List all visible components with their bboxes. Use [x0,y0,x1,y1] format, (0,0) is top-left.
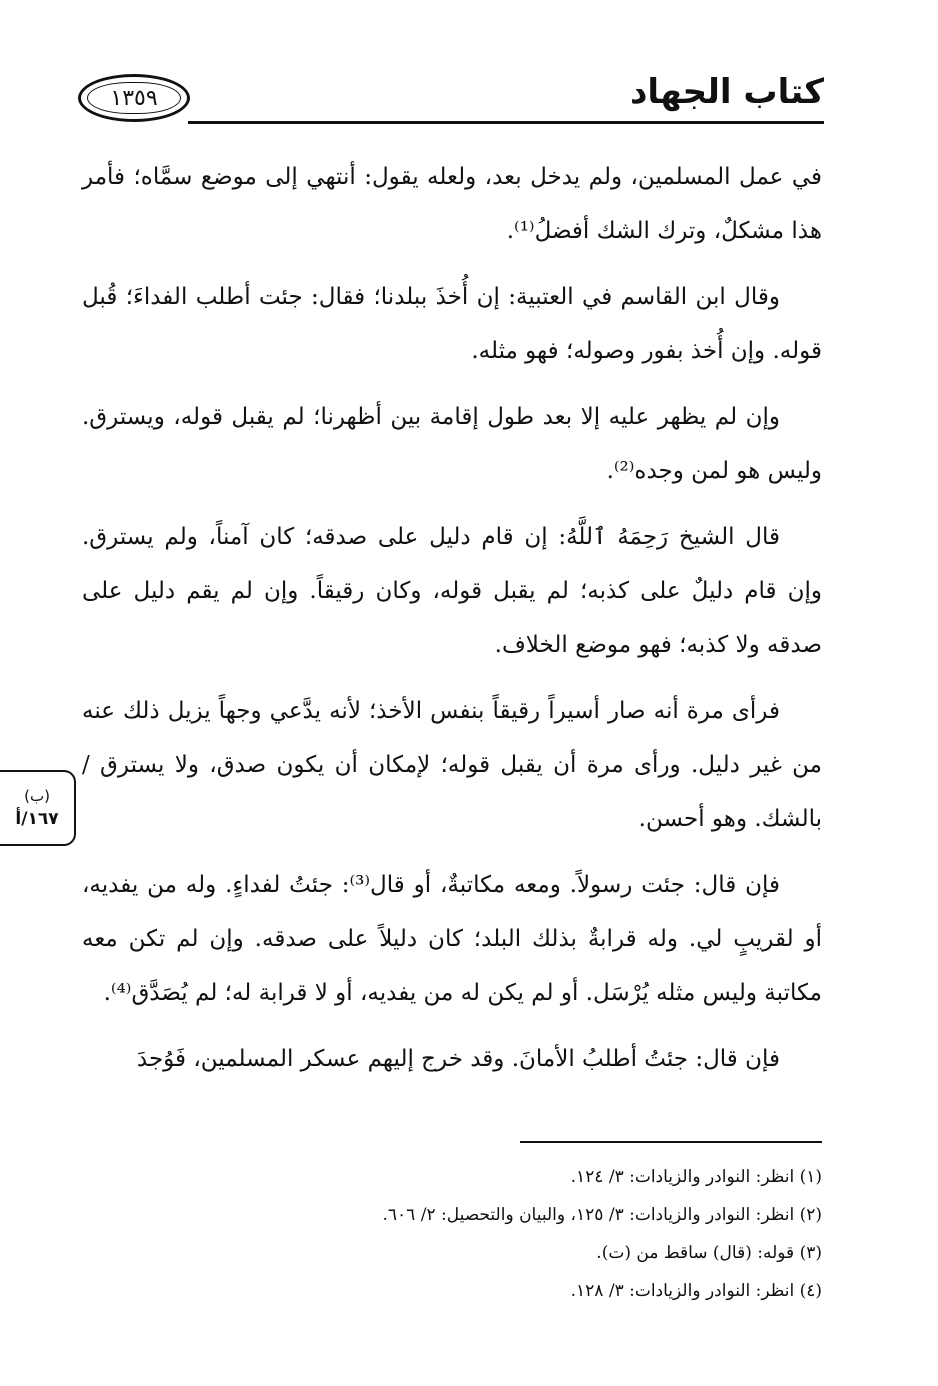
paragraph-2: وقال ابن القاسم في العتبية: إن أُخذَ ببلدنا؛ فقال: جئت أطلب الفداءَ؛ قُبل قوله. وإن أُخذ بفور وصوله؛ فهو مثله. [82,284,822,364]
page-header [78,68,824,126]
footnote-2: (٢) انظر: النوادر والزيادات: ٣/ ١٢٥، والبيان والتحصيل: ٢/ ٦٠٦. [382,1205,822,1225]
paragraph-4: قال الشيخ رَحِمَهُ ٱللَّهُ: إن قام دليل على صدقه؛ كان آمناً، ولم يسترق. وإن قام دليلٌ على كذبه؛ لم يقبل قوله، وكان رقيقاً. وإن لم يقم دليل على صدقه ولا كذبه؛ فهو موضع الخلاف. [82,524,822,658]
paragraph-7: فإن قال: جئتُ أطلبُ الأمانَ. وقد خرج إليهم عسكر المسلمين، فَوُجدَ [136,1046,780,1072]
footnote-3: (٣) قوله: (قال) ساقط من (ت). [596,1243,822,1263]
footnote-4: (٤) انظر: النوادر والزيادات: ٣/ ١٢٨. [570,1281,822,1301]
book-title: كتاب الجهاد [629,72,824,112]
footnote-separator [520,1141,822,1143]
header-rule [188,121,824,124]
footnotes [122,1160,822,1312]
paragraph-3: وإن لم يظهر عليه إلا بعد طول إقامة بين أظهرنا؛ لم يقبل قوله، ويسترق. وليس هو لمن وجده⁽²⁾. [82,404,822,484]
footnote-1: (١) انظر: النوادر والزيادات: ٣/ ١٢٤. [570,1167,822,1187]
margin-note-folio: ١٦٧/أ [15,809,59,829]
paragraph-6: فإن قال: جئت رسولاً. ومعه مكاتبةٌ، أو قال⁽³⁾: جئتُ لفداءٍ. وله من يفديه، أو لقريبٍ لي. وله قرابةٌ بذلك البلد؛ كان دليلاً على صدقه. وإن لم تكن معه مكاتبة وليس مثله يُرْسَل. أو لم يكن له من يفديه، أو لا قرابة له؛ لم يُصَدَّق⁽⁴⁾. [82,872,822,1006]
paragraph-1: في عمل المسلمين، ولم يدخل بعد، ولعله يقول: أنتهي إلى موضع سمَّاه؛ فأمر هذا مشكلٌ، وترك الشك أفضلُ⁽¹⁾. [82,164,822,244]
paragraph-5: فرأى مرة أنه صار أسيراً رقيقاً بنفس الأخذ؛ لأنه يدَّعي وجهاً يزيل ذلك عنه من غير دليل. ورأى مرة أن يقبل قوله؛ لإمكان أن يكون صدق، ولا يسترق / بالشك. وهو أحسن. [82,698,822,832]
main-text [82,150,822,1098]
margin-note-side: (ب) [24,787,50,805]
page-number: ١٣٥٩ [110,85,158,111]
page-number-badge [78,74,190,122]
manuscript-margin-note [0,770,76,846]
